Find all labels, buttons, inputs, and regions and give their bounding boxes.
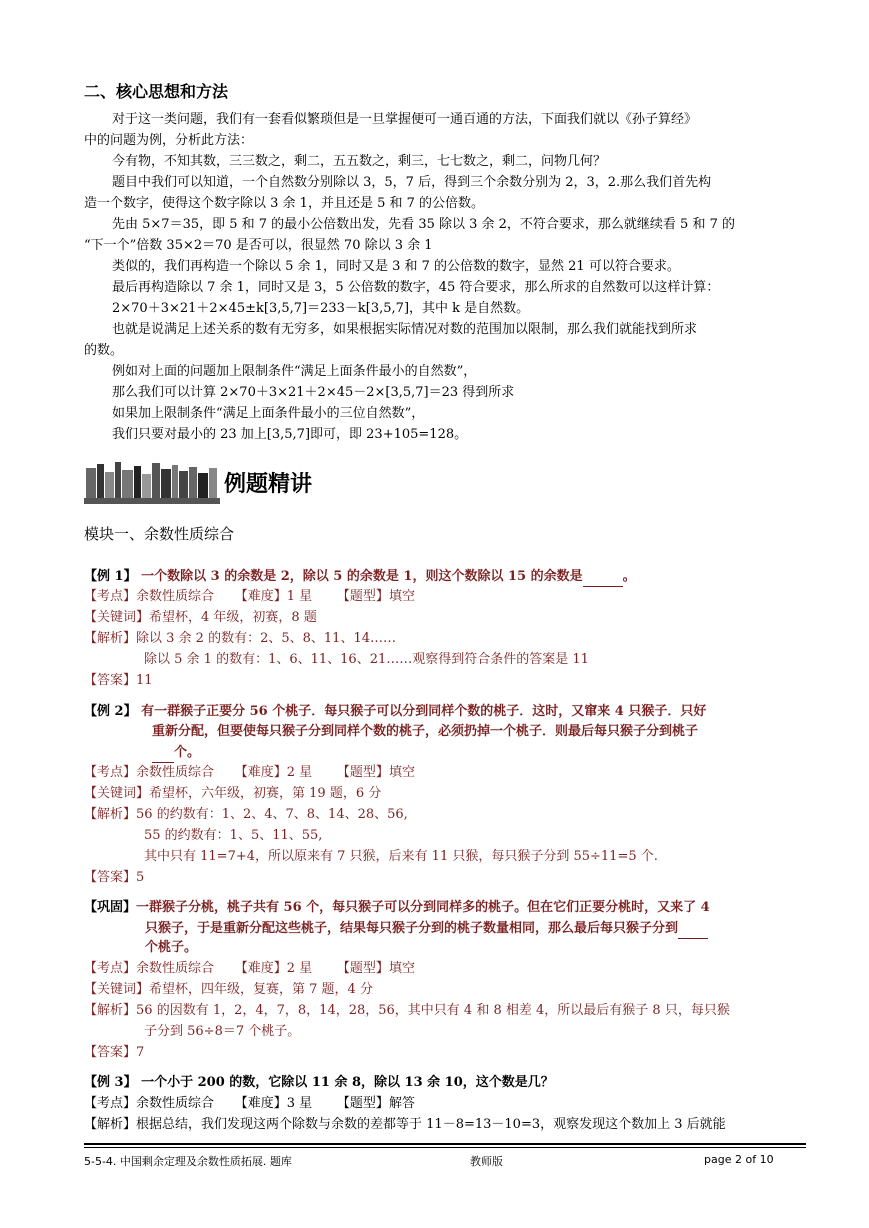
formula-line: 2×70＋3×21＋2×45±k[3,5,7]＝233－k[3,5,7]，其中 k 是自然数。 (112, 301, 530, 316)
intro-line: 题目中我们可以知道，一个自然数分别除以 3，5，7 后，得到三个余数分别为 2，3，2.那么我们首先构 (112, 175, 712, 190)
example-tag: 【例 1】 (84, 569, 137, 584)
example-tag: 【巩固】 (84, 900, 137, 915)
answer-row: 【答案】7 (84, 1045, 145, 1060)
footer-divider (84, 1147, 806, 1148)
question-text: 一个数除以 3 的余数是 2，除以 5 的余数是 1，则这个数除以 15 的余数是 (141, 569, 583, 584)
module-title: 模块一、余数性质综合 (84, 525, 235, 543)
example-1-question: 【例 1】 一个数除以 3 的余数是 2，除以 5 的余数是 1，则这个数除以 15 的余数是 。 (84, 566, 636, 587)
footer-page-number: page 2 of 10 (704, 1153, 774, 1166)
keywords-row: 【关键词】希望杯，六年级，初赛，第 19 题，6 分 (84, 786, 382, 801)
example-2-question-line: 重新分配，但要使每只猴子分到同样个数的桃子，必须扔掉一个桃子．则最后每只猴子分到桃子 (152, 724, 699, 739)
kaodian-row: 【考点】余数性质综合 【难度】1 星 【题型】填空 (84, 589, 415, 604)
example-tag: 【例 2】 (84, 704, 137, 719)
footer-left: 5-5-4. 中国剩余定理及余数性质拓展. 题库 (84, 1155, 292, 1168)
footer-divider (84, 1143, 806, 1145)
intro-line: “下一个”倍数 35×2＝70 是否可以，很显然 70 除以 3 余 1 (84, 238, 433, 253)
gonggu-question-line: 只猴子，于是重新分配这些桃子，结果每只猴子分到的桃子数量相同，那么最后每只猴子分到 (145, 918, 708, 939)
jiexi-continued: 其中只有 11=7+4，所以原来有 7 只猴，后来有 11 只猴，每只猴子分到 55÷11=5 个. (144, 849, 658, 864)
kaodian-row: 【考点】余数性质综合 【难度】3 星 【题型】解答 (84, 1096, 415, 1111)
banner-title: 例题精讲 (224, 472, 313, 497)
intro-line: 中的问题为例，分析此方法： (84, 133, 254, 148)
footer-center: 教师版 (470, 1155, 503, 1168)
kaodian-row: 【考点】余数性质综合 【难度】2 星 【题型】填空 (84, 961, 415, 976)
jiexi-row: 【解析】56 的因数有 1，2，4，7，8，14，28，56，其中只有 4 和 8 相差 4，所以最后有猴子 8 只，每只猴 (84, 1003, 730, 1018)
answer-row: 【答案】5 (84, 870, 145, 885)
intro-line: 的数。 (84, 343, 124, 358)
section-title: 二、核心思想和方法 (84, 82, 229, 101)
intro-line: 类似的，我们再构造一个除以 5 余 1，同时又是 3 和 7 的公倍数的数字，显然 21 可以符合要求。 (112, 259, 680, 274)
intro-line: 最后再构造除以 7 余 1，同时又是 3，5 公倍数的数字，45 符合要求，那么所求的自然数可以这样计算： (112, 280, 720, 295)
example-3-question: 【例 3】 一个小于 200 的数，它除以 11 余 8，除以 13 余 10，这个数是几？ (84, 1075, 554, 1090)
intro-line: 如果加上限制条件“满足上面条件最小的三位自然数”， (112, 406, 425, 421)
intro-line: 我们只要对最小的 23 加上[3,5,7]即可，即 23+105=128。 (112, 427, 468, 442)
jiexi-continued: 55 的约数有：1、5、11、55, (144, 828, 323, 843)
books-banner-icon (84, 458, 220, 506)
jiexi-row: 【解析】除以 3 余 2 的数有：2、5、8、11、14…… (84, 631, 396, 646)
jiexi-row: 【解析】根据总结，我们发现这两个除数与余数的差都等于 11－8=13－10=3，观察发现这个数加上 3 后就能 (84, 1117, 726, 1132)
intro-line: 今有物，不知其数，三三数之，剩二，五五数之，剩三，七七数之，剩二，问物几何？ (112, 154, 607, 169)
example-2-question-line: 个。 (152, 742, 200, 763)
example-2-question: 【例 2】 有一群猴子正要分 56 个桃子．每只猴子可以分到同样个数的桃子．这时，又窜来 4 只猴子．只好 (84, 704, 707, 719)
kaodian-row: 【考点】余数性质综合 【难度】2 星 【题型】填空 (84, 765, 415, 780)
answer-row: 【答案】11 (84, 673, 153, 688)
intro-line: 例如对上面的问题加上限制条件“满足上面条件最小的自然数”， (112, 364, 477, 379)
example-tag: 【例 3】 (84, 1075, 137, 1090)
intro-line: 那么我们可以计算 2×70＋3×21＋2×45－2×[3,5,7]＝23 得到所求 (112, 385, 515, 400)
intro-line: 造一个数字，使得这个数字除以 3 余 1，并且还是 5 和 7 的公倍数。 (84, 196, 485, 211)
intro-line: 也就是说满足上述关系的数有无穷多，如果根据实际情况对数的范围加以限制，那么我们就能找到所求 (112, 322, 698, 337)
intro-line: 对于这一类问题，我们有一套看似繁琐但是一旦掌握便可一通百通的方法，下面我们就以《孙子算经》 (112, 112, 698, 127)
keywords-row: 【关键词】希望杯，四年级，复赛，第 7 题，4 分 (84, 982, 373, 997)
jiexi-continued: 子分到 56÷8＝7 个桃子。 (144, 1024, 301, 1039)
jiexi-row: 【解析】56 的约数有：1、2、4、7、8、14、28、56, (84, 807, 408, 822)
jiexi-continued: 除以 5 余 1 的数有：1、6、11、16、21……观察得到符合条件的答案是 11 (144, 652, 589, 667)
gonggu-question-line: 个桃子。 (145, 940, 198, 955)
keywords-row: 【关键词】希望杯，4 年级，初赛，8 题 (84, 610, 317, 625)
intro-line: 先由 5×7＝35，即 5 和 7 的最小公倍数出发，先看 35 除以 3 余 2，不符合要求，那么就继续看 5 和 7 的 (112, 217, 735, 232)
gonggu-question: 【巩固】一群猴子分桃，桃子共有 56 个，每只猴子可以分到同样多的桃子。但在它们正要分桃时，又来了 4 (84, 900, 710, 915)
